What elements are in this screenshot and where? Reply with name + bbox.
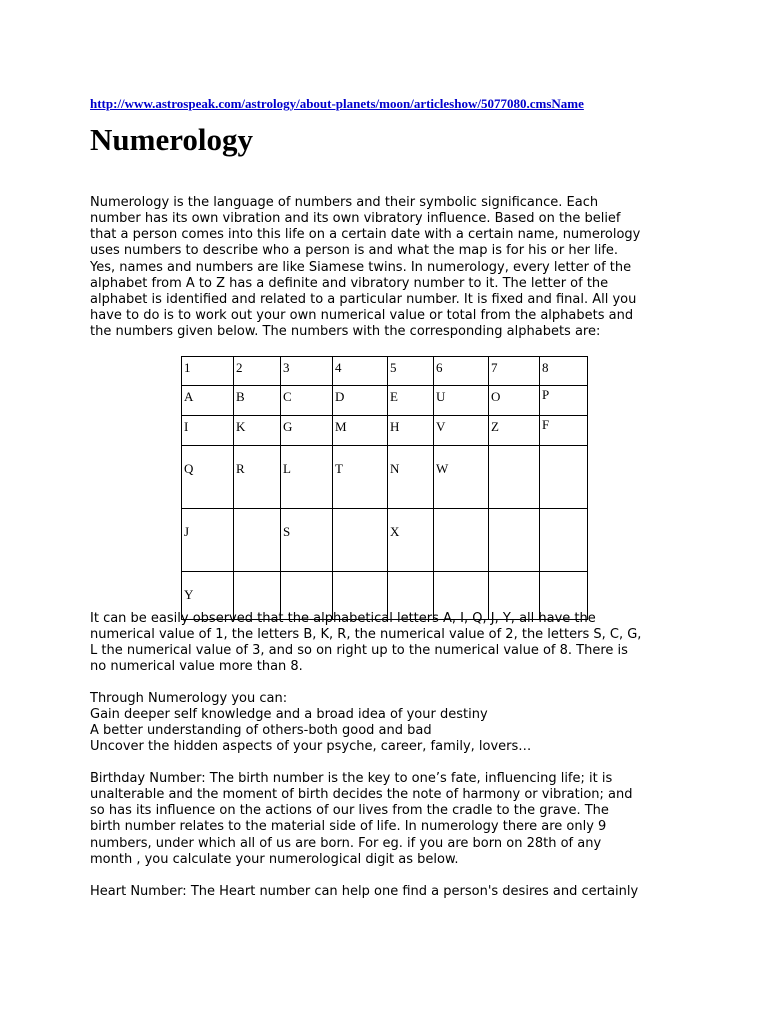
letter-cell: B: [234, 386, 281, 416]
text-line: Numerology is the language of numbers and their symbolic significance. Each: [90, 195, 599, 210]
number-header-cell: 5: [388, 357, 434, 386]
text-line: A better understanding of others-both good and bad: [90, 723, 432, 739]
text-line: Birthday Number: The birth number is the key to one’s fate, influencing life; it is: [90, 771, 613, 786]
letter-cell: I: [182, 416, 234, 446]
letter-cell: L: [281, 446, 333, 509]
observation-paragraph: [90, 611, 690, 676]
number-header-cell: 4: [333, 357, 388, 386]
letter-cell: [540, 509, 588, 572]
text-line: numbers, under which all of us are born. For eg. if you are born on 28th of any: [90, 835, 602, 851]
text-line: Uncover the hidden aspects of your psyche, career, family, lovers…: [90, 739, 532, 755]
number-header-cell: 3: [281, 357, 333, 386]
number-header-cell: 1: [182, 357, 234, 386]
text-line: no numerical value more than 8.: [90, 659, 303, 675]
letter-cell: J: [182, 509, 234, 572]
intro-paragraph: [90, 195, 690, 340]
letter-cell: A: [182, 386, 234, 416]
letter-cell: M: [333, 416, 388, 446]
text-line: the numbers given below. The numbers with the corresponding alphabets are:: [90, 324, 601, 340]
text-line: uses numbers to describe who a person is and what the map is for his or her life.: [90, 243, 619, 259]
text-line: Heart Number: The Heart number can help one find a person's desires and certainly: [90, 884, 639, 899]
table-row: [182, 416, 588, 446]
letter-cell: H: [388, 416, 434, 446]
letter-cell: K: [234, 416, 281, 446]
letter-cell: [434, 509, 489, 572]
letter-cell: R: [234, 446, 281, 509]
table-row: [182, 446, 588, 509]
benefits-list: [90, 691, 690, 756]
letter-cell: D: [333, 386, 388, 416]
letter-cell: P: [540, 386, 588, 416]
letter-cell: N: [388, 446, 434, 509]
numerology-letter-table: [181, 356, 588, 620]
text-line: have to do is to work out your own numerical value or total from the alphabets and: [90, 308, 634, 324]
number-header-cell: 7: [489, 357, 540, 386]
table-row: [182, 386, 588, 416]
page-title: Numerology: [90, 122, 254, 157]
letter-cell: [489, 509, 540, 572]
letter-cell: U: [434, 386, 489, 416]
letter-cell: G: [281, 416, 333, 446]
letter-cell: E: [388, 386, 434, 416]
letter-cell: F: [540, 416, 588, 446]
letter-cell: Y: [182, 572, 234, 620]
letter-cell: C: [281, 386, 333, 416]
text-line: L the numerical value of 3, and so on right up to the numerical value of 8. There is: [90, 643, 628, 659]
heart-number-paragraph: [90, 884, 690, 900]
text-line: unalterable and the moment of birth decides the note of harmony or vibration; and: [90, 787, 633, 803]
letter-cell: [540, 446, 588, 509]
source-link[interactable]: http://www.astrospeak.com/astrology/about-planets/moon/articleshow/5077080.cmsName: [90, 96, 584, 111]
text-line: number has its own vibration and its own vibratory influence. Based on the belief: [90, 211, 621, 227]
text-line: Yes, names and numbers are like Siamese twins. In numerology, every letter of the: [90, 259, 632, 275]
text-line: alphabet from A to Z has a definite and vibratory number to it. The letter of the: [90, 275, 609, 291]
text-line: numerical value of 1, the letters B, K, R, the numerical value of 2, the letters S, C, G,: [90, 627, 642, 643]
number-header-cell: 6: [434, 357, 489, 386]
letter-cell: T: [333, 446, 388, 509]
table-row: [182, 509, 588, 572]
text-line: Through Numerology you can:: [90, 691, 288, 706]
text-line: alphabet is identified and related to a particular number. It is fixed and final. All you: [90, 291, 637, 307]
number-header-cell: 2: [234, 357, 281, 386]
text-line: It can be easily observed that the alphabetical letters A, I, Q, J, Y, all have the: [90, 611, 596, 626]
letter-cell: V: [434, 416, 489, 446]
letter-cell: Z: [489, 416, 540, 446]
text-line: that a person comes into this life on a certain date with a certain name, numerology: [90, 227, 641, 243]
text-line: birth number relates to the material side of life. In numerology there are only 9: [90, 819, 607, 835]
letter-cell: Q: [182, 446, 234, 509]
number-header-cell: 8: [540, 357, 588, 386]
letter-cell: X: [388, 509, 434, 572]
letter-cell: [234, 509, 281, 572]
letter-cell: [333, 509, 388, 572]
numerology-table-body: [182, 357, 588, 620]
letter-cell: [489, 446, 540, 509]
table-header-row: [182, 357, 588, 386]
letter-cell: W: [434, 446, 489, 509]
birthday-number-paragraph: [90, 771, 690, 868]
letter-cell: O: [489, 386, 540, 416]
text-line: month , you calculate your numerological digit as below.: [90, 851, 459, 867]
text-line: Gain deeper self knowledge and a broad idea of your destiny: [90, 707, 488, 723]
letter-cell: S: [281, 509, 333, 572]
text-line: so has its influence on the actions of our lives from the cradle to the grave. The: [90, 803, 609, 819]
